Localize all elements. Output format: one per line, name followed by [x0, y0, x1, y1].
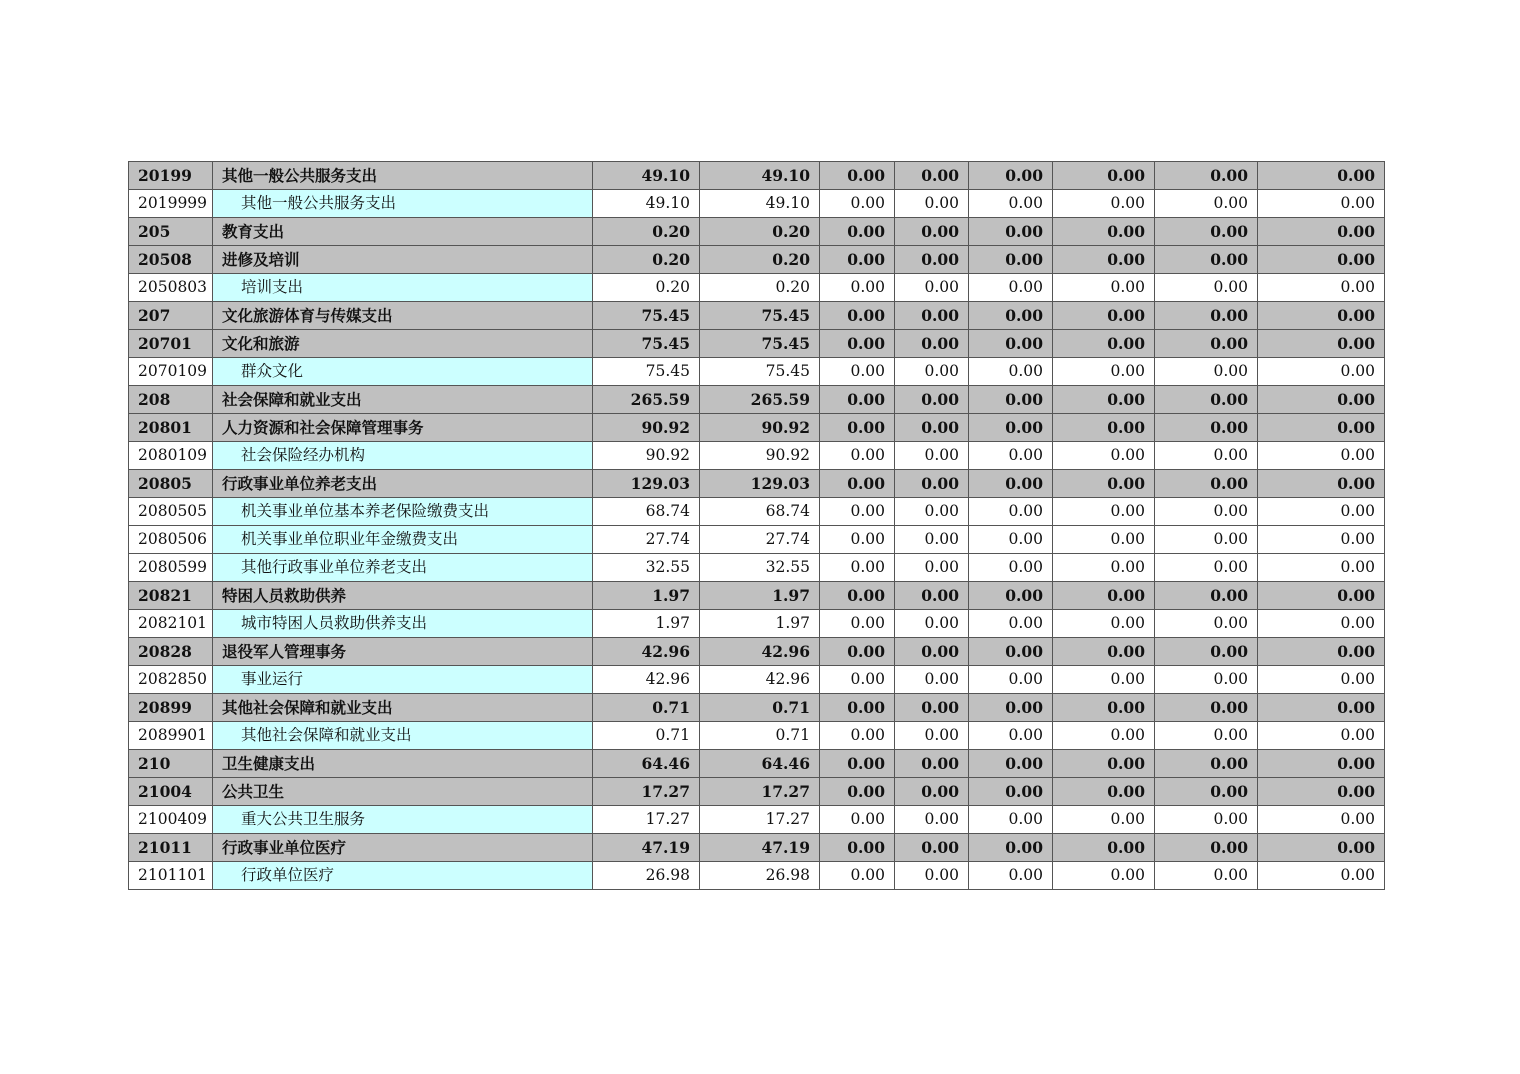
value-cell-8: 0.00 — [1258, 526, 1385, 554]
value-cell-total: 64.46 — [593, 750, 700, 778]
value-cell-5: 0.00 — [969, 526, 1053, 554]
value-cell-total: 265.59 — [593, 386, 700, 414]
value-cell-total: 90.92 — [593, 442, 700, 470]
value-cell-7: 0.00 — [1155, 806, 1258, 834]
value-cell-total: 90.92 — [593, 414, 700, 442]
table-row — [129, 442, 1385, 470]
budget-expenditure-table — [128, 161, 1385, 890]
value-cell-3: 0.00 — [820, 358, 895, 386]
value-cell-7: 0.00 — [1155, 302, 1258, 330]
value-cell-3: 0.00 — [820, 778, 895, 806]
value-cell-4: 0.00 — [895, 330, 969, 358]
subject-name-cell: 城市特困人员救助供养支出 — [213, 610, 593, 638]
value-cell-7: 0.00 — [1155, 218, 1258, 246]
table-row — [129, 498, 1385, 526]
value-cell-6: 0.00 — [1053, 834, 1155, 862]
value-cell-3: 0.00 — [820, 638, 895, 666]
subject-name-cell: 其他一般公共服务支出 — [213, 162, 593, 190]
value-cell-6: 0.00 — [1053, 218, 1155, 246]
value-cell-4: 0.00 — [895, 610, 969, 638]
value-cell-2: 0.20 — [700, 218, 820, 246]
value-cell-5: 0.00 — [969, 218, 1053, 246]
value-cell-7: 0.00 — [1155, 470, 1258, 498]
value-cell-6: 0.00 — [1053, 274, 1155, 302]
table-row — [129, 778, 1385, 806]
table-row — [129, 862, 1385, 890]
subject-code-cell: 2080599 — [129, 554, 213, 582]
value-cell-5: 0.00 — [969, 470, 1053, 498]
value-cell-total: 17.27 — [593, 806, 700, 834]
value-cell-4: 0.00 — [895, 834, 969, 862]
value-cell-7: 0.00 — [1155, 358, 1258, 386]
value-cell-3: 0.00 — [820, 386, 895, 414]
value-cell-3: 0.00 — [820, 526, 895, 554]
value-cell-4: 0.00 — [895, 694, 969, 722]
value-cell-6: 0.00 — [1053, 694, 1155, 722]
value-cell-total: 0.71 — [593, 722, 700, 750]
value-cell-4: 0.00 — [895, 806, 969, 834]
value-cell-total: 68.74 — [593, 498, 700, 526]
value-cell-2: 27.74 — [700, 526, 820, 554]
value-cell-5: 0.00 — [969, 554, 1053, 582]
subject-code-cell: 2100409 — [129, 806, 213, 834]
value-cell-8: 0.00 — [1258, 358, 1385, 386]
value-cell-5: 0.00 — [969, 246, 1053, 274]
value-cell-total: 42.96 — [593, 638, 700, 666]
subject-name-cell: 人力资源和社会保障管理事务 — [213, 414, 593, 442]
subject-name-cell: 退役军人管理事务 — [213, 638, 593, 666]
value-cell-8: 0.00 — [1258, 778, 1385, 806]
table-row — [129, 582, 1385, 610]
value-cell-7: 0.00 — [1155, 722, 1258, 750]
value-cell-4: 0.00 — [895, 218, 969, 246]
value-cell-5: 0.00 — [969, 750, 1053, 778]
value-cell-8: 0.00 — [1258, 302, 1385, 330]
table-row — [129, 554, 1385, 582]
value-cell-3: 0.00 — [820, 190, 895, 218]
subject-code-cell: 21011 — [129, 834, 213, 862]
value-cell-2: 0.71 — [700, 722, 820, 750]
subject-name-cell: 教育支出 — [213, 218, 593, 246]
value-cell-8: 0.00 — [1258, 442, 1385, 470]
subject-code-cell: 2101101 — [129, 862, 213, 890]
subject-code-cell: 2070109 — [129, 358, 213, 386]
value-cell-2: 26.98 — [700, 862, 820, 890]
subject-name-cell: 其他一般公共服务支出 — [213, 190, 593, 218]
value-cell-3: 0.00 — [820, 862, 895, 890]
value-cell-5: 0.00 — [969, 498, 1053, 526]
table-row — [129, 358, 1385, 386]
value-cell-2: 42.96 — [700, 638, 820, 666]
value-cell-5: 0.00 — [969, 666, 1053, 694]
subject-code-cell: 2080109 — [129, 442, 213, 470]
value-cell-7: 0.00 — [1155, 638, 1258, 666]
value-cell-5: 0.00 — [969, 330, 1053, 358]
value-cell-2: 0.20 — [700, 274, 820, 302]
subject-name-cell: 群众文化 — [213, 358, 593, 386]
value-cell-6: 0.00 — [1053, 302, 1155, 330]
value-cell-3: 0.00 — [820, 722, 895, 750]
value-cell-8: 0.00 — [1258, 750, 1385, 778]
subject-name-cell: 其他社会保障和就业支出 — [213, 722, 593, 750]
subject-code-cell: 20805 — [129, 470, 213, 498]
value-cell-total: 1.97 — [593, 582, 700, 610]
value-cell-4: 0.00 — [895, 526, 969, 554]
value-cell-8: 0.00 — [1258, 190, 1385, 218]
value-cell-3: 0.00 — [820, 330, 895, 358]
subject-code-cell: 2089901 — [129, 722, 213, 750]
value-cell-6: 0.00 — [1053, 638, 1155, 666]
value-cell-3: 0.00 — [820, 582, 895, 610]
subject-code-cell: 2082101 — [129, 610, 213, 638]
value-cell-5: 0.00 — [969, 162, 1053, 190]
subject-name-cell: 其他行政事业单位养老支出 — [213, 554, 593, 582]
value-cell-6: 0.00 — [1053, 526, 1155, 554]
table-row — [129, 694, 1385, 722]
value-cell-6: 0.00 — [1053, 330, 1155, 358]
value-cell-4: 0.00 — [895, 470, 969, 498]
value-cell-6: 0.00 — [1053, 610, 1155, 638]
value-cell-4: 0.00 — [895, 722, 969, 750]
value-cell-8: 0.00 — [1258, 722, 1385, 750]
value-cell-3: 0.00 — [820, 694, 895, 722]
value-cell-7: 0.00 — [1155, 190, 1258, 218]
value-cell-5: 0.00 — [969, 302, 1053, 330]
value-cell-5: 0.00 — [969, 442, 1053, 470]
value-cell-total: 26.98 — [593, 862, 700, 890]
value-cell-6: 0.00 — [1053, 386, 1155, 414]
value-cell-2: 1.97 — [700, 582, 820, 610]
subject-code-cell: 205 — [129, 218, 213, 246]
value-cell-6: 0.00 — [1053, 414, 1155, 442]
subject-name-cell: 社会保障和就业支出 — [213, 386, 593, 414]
value-cell-6: 0.00 — [1053, 498, 1155, 526]
subject-code-cell: 20701 — [129, 330, 213, 358]
subject-code-cell: 208 — [129, 386, 213, 414]
value-cell-6: 0.00 — [1053, 442, 1155, 470]
subject-name-cell: 事业运行 — [213, 666, 593, 694]
subject-code-cell: 2080506 — [129, 526, 213, 554]
value-cell-5: 0.00 — [969, 722, 1053, 750]
subject-name-cell: 机关事业单位职业年金缴费支出 — [213, 526, 593, 554]
value-cell-2: 75.45 — [700, 302, 820, 330]
value-cell-6: 0.00 — [1053, 582, 1155, 610]
value-cell-8: 0.00 — [1258, 694, 1385, 722]
value-cell-2: 0.20 — [700, 246, 820, 274]
value-cell-4: 0.00 — [895, 666, 969, 694]
value-cell-total: 47.19 — [593, 834, 700, 862]
table-row — [129, 666, 1385, 694]
value-cell-total: 1.97 — [593, 610, 700, 638]
table-row — [129, 414, 1385, 442]
subject-name-cell: 其他社会保障和就业支出 — [213, 694, 593, 722]
value-cell-total: 0.20 — [593, 218, 700, 246]
value-cell-4: 0.00 — [895, 246, 969, 274]
table-row — [129, 386, 1385, 414]
value-cell-total: 75.45 — [593, 302, 700, 330]
value-cell-3: 0.00 — [820, 806, 895, 834]
subject-code-cell: 210 — [129, 750, 213, 778]
value-cell-8: 0.00 — [1258, 218, 1385, 246]
value-cell-4: 0.00 — [895, 442, 969, 470]
value-cell-3: 0.00 — [820, 750, 895, 778]
value-cell-3: 0.00 — [820, 274, 895, 302]
value-cell-3: 0.00 — [820, 218, 895, 246]
value-cell-6: 0.00 — [1053, 666, 1155, 694]
subject-name-cell: 文化和旅游 — [213, 330, 593, 358]
value-cell-6: 0.00 — [1053, 162, 1155, 190]
subject-code-cell: 2082850 — [129, 666, 213, 694]
value-cell-8: 0.00 — [1258, 610, 1385, 638]
value-cell-7: 0.00 — [1155, 442, 1258, 470]
table-row — [129, 162, 1385, 190]
value-cell-6: 0.00 — [1053, 246, 1155, 274]
value-cell-5: 0.00 — [969, 274, 1053, 302]
table-row — [129, 610, 1385, 638]
value-cell-4: 0.00 — [895, 778, 969, 806]
value-cell-2: 265.59 — [700, 386, 820, 414]
value-cell-4: 0.00 — [895, 638, 969, 666]
subject-name-cell: 行政单位医疗 — [213, 862, 593, 890]
value-cell-7: 0.00 — [1155, 246, 1258, 274]
value-cell-8: 0.00 — [1258, 246, 1385, 274]
value-cell-2: 68.74 — [700, 498, 820, 526]
subject-name-cell: 社会保险经办机构 — [213, 442, 593, 470]
subject-name-cell: 行政事业单位医疗 — [213, 834, 593, 862]
table-row — [129, 806, 1385, 834]
value-cell-6: 0.00 — [1053, 190, 1155, 218]
value-cell-8: 0.00 — [1258, 582, 1385, 610]
value-cell-4: 0.00 — [895, 862, 969, 890]
value-cell-3: 0.00 — [820, 442, 895, 470]
value-cell-8: 0.00 — [1258, 834, 1385, 862]
value-cell-7: 0.00 — [1155, 834, 1258, 862]
value-cell-3: 0.00 — [820, 302, 895, 330]
value-cell-2: 42.96 — [700, 666, 820, 694]
value-cell-total: 75.45 — [593, 330, 700, 358]
subject-name-cell: 机关事业单位基本养老保险缴费支出 — [213, 498, 593, 526]
value-cell-7: 0.00 — [1155, 498, 1258, 526]
value-cell-3: 0.00 — [820, 414, 895, 442]
value-cell-7: 0.00 — [1155, 750, 1258, 778]
value-cell-2: 90.92 — [700, 414, 820, 442]
table-row — [129, 750, 1385, 778]
value-cell-7: 0.00 — [1155, 414, 1258, 442]
value-cell-8: 0.00 — [1258, 330, 1385, 358]
table-row — [129, 722, 1385, 750]
subject-code-cell: 207 — [129, 302, 213, 330]
value-cell-5: 0.00 — [969, 638, 1053, 666]
value-cell-4: 0.00 — [895, 274, 969, 302]
subject-name-cell: 特困人员救助供养 — [213, 582, 593, 610]
value-cell-2: 17.27 — [700, 778, 820, 806]
subject-code-cell: 20508 — [129, 246, 213, 274]
table-row — [129, 638, 1385, 666]
value-cell-5: 0.00 — [969, 358, 1053, 386]
value-cell-5: 0.00 — [969, 414, 1053, 442]
subject-name-cell: 文化旅游体育与传媒支出 — [213, 302, 593, 330]
subject-code-cell: 20828 — [129, 638, 213, 666]
subject-name-cell: 行政事业单位养老支出 — [213, 470, 593, 498]
table-body — [129, 162, 1385, 890]
value-cell-7: 0.00 — [1155, 778, 1258, 806]
value-cell-5: 0.00 — [969, 778, 1053, 806]
value-cell-6: 0.00 — [1053, 778, 1155, 806]
value-cell-4: 0.00 — [895, 750, 969, 778]
value-cell-5: 0.00 — [969, 806, 1053, 834]
value-cell-5: 0.00 — [969, 694, 1053, 722]
value-cell-3: 0.00 — [820, 554, 895, 582]
value-cell-7: 0.00 — [1155, 526, 1258, 554]
subject-code-cell: 2050803 — [129, 274, 213, 302]
value-cell-3: 0.00 — [820, 470, 895, 498]
value-cell-4: 0.00 — [895, 498, 969, 526]
value-cell-5: 0.00 — [969, 190, 1053, 218]
table-row — [129, 274, 1385, 302]
value-cell-5: 0.00 — [969, 862, 1053, 890]
value-cell-7: 0.00 — [1155, 694, 1258, 722]
value-cell-3: 0.00 — [820, 834, 895, 862]
subject-code-cell: 2019999 — [129, 190, 213, 218]
table-row — [129, 302, 1385, 330]
value-cell-total: 32.55 — [593, 554, 700, 582]
value-cell-total: 17.27 — [593, 778, 700, 806]
value-cell-total: 0.20 — [593, 246, 700, 274]
value-cell-8: 0.00 — [1258, 806, 1385, 834]
value-cell-5: 0.00 — [969, 582, 1053, 610]
value-cell-2: 0.71 — [700, 694, 820, 722]
subject-code-cell: 20899 — [129, 694, 213, 722]
subject-name-cell: 进修及培训 — [213, 246, 593, 274]
value-cell-2: 90.92 — [700, 442, 820, 470]
subject-name-cell: 卫生健康支出 — [213, 750, 593, 778]
value-cell-6: 0.00 — [1053, 806, 1155, 834]
value-cell-total: 42.96 — [593, 666, 700, 694]
value-cell-2: 47.19 — [700, 834, 820, 862]
value-cell-3: 0.00 — [820, 666, 895, 694]
value-cell-4: 0.00 — [895, 554, 969, 582]
value-cell-3: 0.00 — [820, 246, 895, 274]
value-cell-2: 75.45 — [700, 358, 820, 386]
value-cell-3: 0.00 — [820, 162, 895, 190]
value-cell-7: 0.00 — [1155, 610, 1258, 638]
value-cell-6: 0.00 — [1053, 862, 1155, 890]
value-cell-4: 0.00 — [895, 414, 969, 442]
value-cell-2: 17.27 — [700, 806, 820, 834]
table-row — [129, 330, 1385, 358]
value-cell-total: 49.10 — [593, 162, 700, 190]
value-cell-7: 0.00 — [1155, 862, 1258, 890]
value-cell-3: 0.00 — [820, 498, 895, 526]
value-cell-6: 0.00 — [1053, 358, 1155, 386]
value-cell-8: 0.00 — [1258, 498, 1385, 526]
table-row — [129, 526, 1385, 554]
value-cell-8: 0.00 — [1258, 414, 1385, 442]
value-cell-total: 129.03 — [593, 470, 700, 498]
value-cell-total: 75.45 — [593, 358, 700, 386]
subject-code-cell: 20801 — [129, 414, 213, 442]
value-cell-2: 129.03 — [700, 470, 820, 498]
value-cell-7: 0.00 — [1155, 162, 1258, 190]
table-row — [129, 218, 1385, 246]
value-cell-4: 0.00 — [895, 162, 969, 190]
value-cell-8: 0.00 — [1258, 274, 1385, 302]
subject-code-cell: 20821 — [129, 582, 213, 610]
table-row — [129, 470, 1385, 498]
table-row — [129, 834, 1385, 862]
table-row — [129, 190, 1385, 218]
value-cell-total: 27.74 — [593, 526, 700, 554]
value-cell-7: 0.00 — [1155, 330, 1258, 358]
value-cell-8: 0.00 — [1258, 666, 1385, 694]
value-cell-2: 64.46 — [700, 750, 820, 778]
value-cell-8: 0.00 — [1258, 638, 1385, 666]
value-cell-2: 49.10 — [700, 190, 820, 218]
value-cell-8: 0.00 — [1258, 554, 1385, 582]
value-cell-4: 0.00 — [895, 582, 969, 610]
value-cell-7: 0.00 — [1155, 582, 1258, 610]
value-cell-4: 0.00 — [895, 386, 969, 414]
subject-name-cell: 重大公共卫生服务 — [213, 806, 593, 834]
value-cell-8: 0.00 — [1258, 386, 1385, 414]
value-cell-4: 0.00 — [895, 302, 969, 330]
value-cell-5: 0.00 — [969, 386, 1053, 414]
value-cell-7: 0.00 — [1155, 666, 1258, 694]
value-cell-6: 0.00 — [1053, 750, 1155, 778]
subject-code-cell: 21004 — [129, 778, 213, 806]
value-cell-2: 75.45 — [700, 330, 820, 358]
subject-name-cell: 公共卫生 — [213, 778, 593, 806]
subject-code-cell: 2080505 — [129, 498, 213, 526]
value-cell-4: 0.00 — [895, 358, 969, 386]
value-cell-2: 1.97 — [700, 610, 820, 638]
value-cell-8: 0.00 — [1258, 470, 1385, 498]
table-row — [129, 246, 1385, 274]
value-cell-8: 0.00 — [1258, 862, 1385, 890]
value-cell-2: 32.55 — [700, 554, 820, 582]
value-cell-2: 49.10 — [700, 162, 820, 190]
value-cell-7: 0.00 — [1155, 386, 1258, 414]
value-cell-6: 0.00 — [1053, 554, 1155, 582]
subject-name-cell: 培训支出 — [213, 274, 593, 302]
value-cell-3: 0.00 — [820, 610, 895, 638]
value-cell-5: 0.00 — [969, 610, 1053, 638]
subject-code-cell: 20199 — [129, 162, 213, 190]
value-cell-6: 0.00 — [1053, 722, 1155, 750]
value-cell-5: 0.00 — [969, 834, 1053, 862]
value-cell-7: 0.00 — [1155, 554, 1258, 582]
value-cell-total: 0.71 — [593, 694, 700, 722]
value-cell-6: 0.00 — [1053, 470, 1155, 498]
value-cell-7: 0.00 — [1155, 274, 1258, 302]
value-cell-total: 0.20 — [593, 274, 700, 302]
value-cell-total: 49.10 — [593, 190, 700, 218]
value-cell-4: 0.00 — [895, 190, 969, 218]
value-cell-8: 0.00 — [1258, 162, 1385, 190]
